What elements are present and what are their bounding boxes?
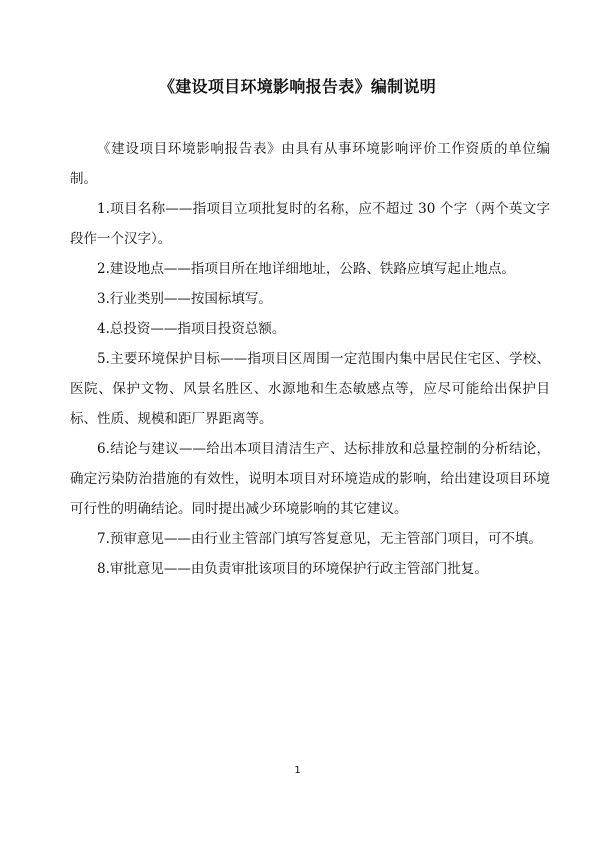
- paragraph-construction-site: 2.建设地点——指项目所在地详细地址，公路、铁路应填写起止地点。: [97, 261, 515, 277]
- paragraph-approval-opinion: 8.审批意见——由负责审批该项目的环境保护行政主管部门批复。: [97, 561, 488, 577]
- paragraph-industry-category: 3.行业类别——按国标填写。: [97, 291, 272, 307]
- page-number: 1: [294, 765, 301, 776]
- document-body: [70, 134, 550, 584]
- paragraph-total-investment: 4.总投资——指项目投资总额。: [97, 321, 286, 337]
- paragraph-project-name: 1.项目名称——指项目立项批复时的名称，应不超过 30 个字（两个英文字段作一个汉字）。: [70, 201, 550, 247]
- document-title: 《建设项目环境影响报告表》编制说明: [158, 77, 437, 96]
- paragraph-conclusions: 6.结论与建议——给出本项目清洁生产、达标排放和总量控制的分析结论，确定污染防治措施的有效性，说明本项目对环境造成的影响，给出建设项目环境可行性的明确结论。同时提出减少环境影响的其它建议。: [70, 441, 550, 517]
- paragraph-preliminary-review: 7.预审意见——由行业主管部门填写答复意见，无主管部门项目，可不填。: [97, 531, 542, 547]
- paragraph-intro: 《建设项目环境影响报告表》由具有从事环境影响评价工作资质的单位编制。: [70, 141, 550, 187]
- paragraph-protection-targets: 5.主要环境保护目标——指项目区周围一定范围内集中居民住宅区、学校、医院、保护文物、风景名胜区、水源地和生态敏感点等，应尽可能给出保护目标、性质、规模和距厂界距离等。: [70, 351, 550, 427]
